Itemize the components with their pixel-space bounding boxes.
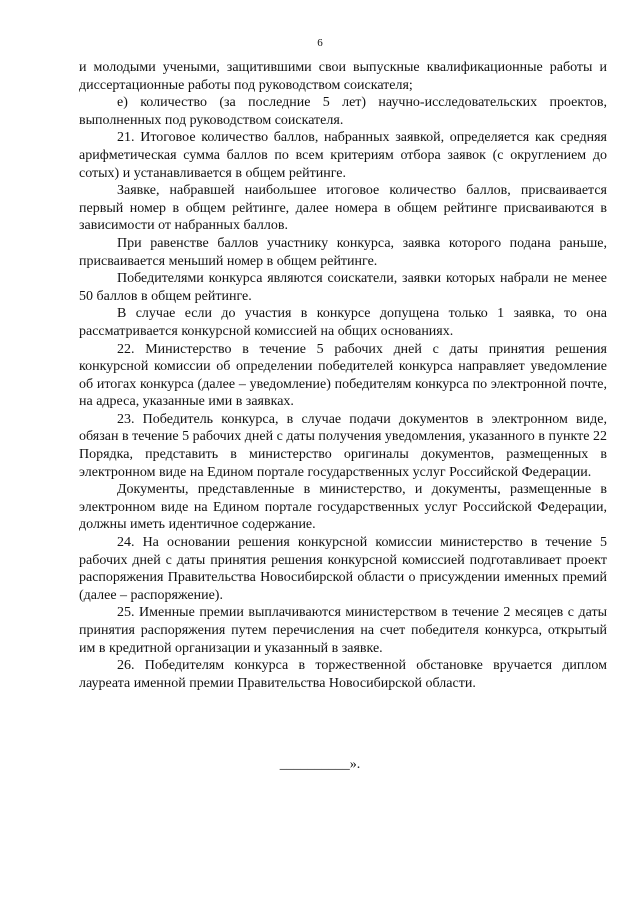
paragraph-continuation: и молодыми учеными, защитившими свои выпускные квалификационные работы и диссертационные работы под руководством соискателя; xyxy=(79,60,607,93)
paragraph-clause-25: 25. Именные премии выплачиваются министерством в течение 2 месяцев с даты принятия распоряжения путем перечисления на счет победителя конкурса, открытый им в кредитной организации и указанный в заявке. xyxy=(79,605,607,656)
paragraph-clause-22: 22. Министерство в течение 5 рабочих дней с даты принятия решения конкурсной комиссии об определении победителей конкурса направляет уведомление об итогах конкурса (далее – уведомление) победителям конкурса по электронной почте, на адреса, указанные ими в заявках. xyxy=(79,341,607,410)
paragraph-clause-21: 21. Итоговое количество баллов, набранных заявкой, определяется как средняя арифметическая сумма баллов по всем критериям отбора заявок (с округлением до сотых) и устанавливается в общем рейтинге. xyxy=(79,130,607,181)
paragraph-clause-23: 23. Победитель конкурса, в случае подачи документов в электронном виде, обязан в течение 5 рабочих дней с даты получения уведомления, указанного в пункте 22 Порядка, представить в министерство оригиналы документов, размещенных в электронном виде на Едином портале государственных услуг Российской Федерации. xyxy=(79,411,607,480)
paragraph-single-application: В случае если до участия в конкурсе допущена только 1 заявка, то она рассматривается конкурсной комиссией на общих основаниях. xyxy=(79,306,607,339)
paragraph-winners-threshold: Победителями конкурса являются соискатели, заявки которых набрали не менее 50 баллов в общем рейтинге. xyxy=(79,271,607,304)
document-body xyxy=(79,59,607,692)
paragraph-clause-26: 26. Победителям конкурса в торжественной обстановке вручается диплом лауреата именной премии Правительства Новосибирской области. xyxy=(79,658,607,691)
paragraph-documents-identical: Документы, представленные в министерство, и документы, размещенные в электронном виде на Едином портале государственных услуг Российской Федерации, должны иметь идентичное содержание. xyxy=(79,482,607,533)
closing-line: __________». xyxy=(279,757,361,772)
paragraph-tie-break: При равенстве баллов участнику конкурса, заявка которого подана раньше, присваивается меньший номер в общем рейтинге. xyxy=(79,235,607,269)
paragraph-item-e: е) количество (за последние 5 лет) научно-исследовательских проектов, выполненных под руководством соискателя. xyxy=(79,95,607,128)
page-number: 6 xyxy=(317,37,323,49)
paragraph-ranking-order: Заявке, набравшей наибольшее итоговое количество баллов, присваивается первый номер в общем рейтинге, далее номера в общем рейтинге присваиваются в зависимости от набранных баллов. xyxy=(79,183,607,234)
paragraph-clause-24: 24. На основании решения конкурсной комиссии министерство в течение 5 рабочих дней с даты принятия решения конкурсной комиссией подготавливает проект распоряжения Правительства Новосибирской области о присуждении именных премий (далее – распоряжение). xyxy=(79,535,607,603)
